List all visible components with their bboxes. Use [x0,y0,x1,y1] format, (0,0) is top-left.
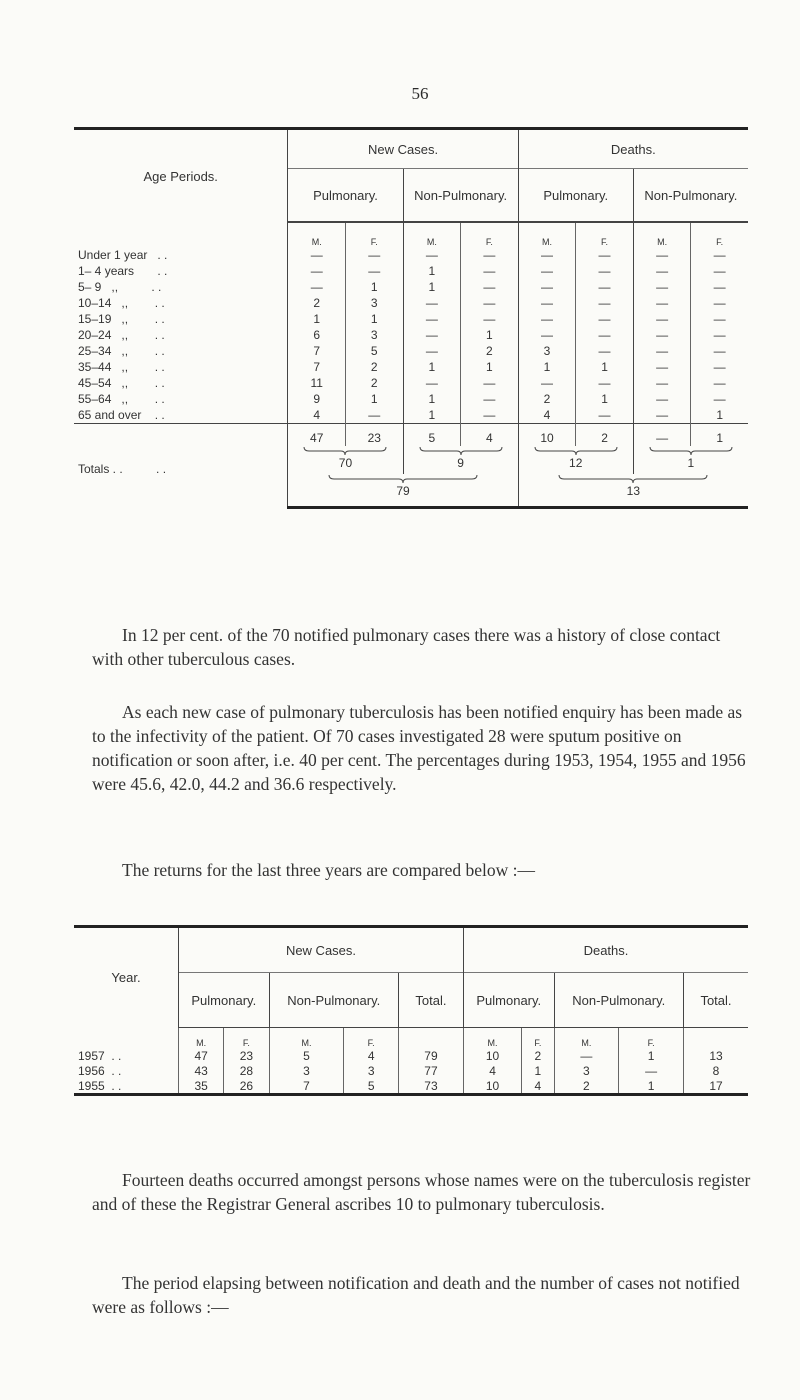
brace-icon [328,474,478,484]
age-periods-table [74,127,748,509]
table-cell: 17 [684,1078,749,1095]
table-cell: — [518,247,576,263]
yearly-comparison-table [74,925,748,1096]
group-total: 79 [396,484,410,498]
sex-column-header: M. [269,1028,344,1049]
table-cell: 9 [288,391,346,407]
table-cell: 1 [461,327,519,343]
paragraph-infectivity: As each new case of pulmonary tuberculosis has been notified enquiry has been made as to the infectivity of the patient. Of 70 cases investigated 28 were sputum positive on notification or soon after, i.e. 40 per cent. The percentages during 1953, 1954, 1955 and 1956 were 45.6, 42.0, 44.2 and 36.6 respectively. [92,701,746,794]
table-cell: — [288,263,346,279]
table-cell: — [576,375,633,391]
table-cell: — [633,359,691,375]
table-cell: 1 [345,279,403,295]
table-cell: — [554,1048,619,1063]
table-cell: 3 [269,1063,344,1078]
table-cell: — [633,375,691,391]
table-cell: — [403,375,461,391]
total-cell: 1 [691,424,748,447]
table-cell: 47 [179,1048,224,1063]
table-cell: — [461,263,519,279]
table-cell: 10 [463,1078,521,1095]
table-row [74,1048,748,1063]
table-cell: 1 [345,311,403,327]
table-cell: — [691,343,748,359]
age-period-label: 1– 4 years . . [78,264,168,278]
year-header: Year. [111,970,141,986]
table-cell: — [576,327,633,343]
table-cell: — [461,279,519,295]
table-cell: 3 [345,327,403,343]
table-cell: 4 [463,1063,521,1078]
brace-icon [649,446,733,456]
table-cell: — [345,247,403,263]
sex-column-header: M. [518,222,576,247]
age-period-label: 35–44 ,, . . [78,360,165,374]
table-cell: — [288,279,346,295]
table-cell: 1 [345,391,403,407]
table-row [74,359,748,375]
table-row [74,375,748,391]
table-cell: — [633,247,691,263]
table-cell: 28 [224,1063,269,1078]
total-cell: — [633,424,691,447]
table-cell: 2 [345,359,403,375]
age-period-label: 10–14 ,, . . [78,296,165,310]
table-row [74,327,748,343]
table-cell: — [288,247,346,263]
table-cell: — [691,375,748,391]
table-cell: 7 [269,1078,344,1095]
age-period-label: Under 1 year . . [78,248,168,262]
table-cell: — [633,343,691,359]
total-cell: 2 [576,424,633,447]
table-cell: — [461,247,519,263]
brace-icon [534,446,618,456]
t2-new-pulmonary-header: Pulmonary. [179,973,270,1028]
table-cell: 3 [518,343,576,359]
paragraph-contact-history: In 12 per cent. of the 70 notified pulmonary cases there was a history of close contact with other tuberculous cases. [92,624,721,669]
table-cell: 5 [269,1048,344,1063]
table-cell: 7 [288,343,346,359]
table-cell: 23 [224,1048,269,1063]
total-cell: 4 [461,424,519,447]
table-cell: 2 [518,391,576,407]
sex-column-header: M. [179,1028,224,1049]
new-non-pulmonary-header: Non-Pulmonary. [403,169,518,223]
new-cases-header: New Cases. [288,129,518,169]
table-cell: — [461,407,519,424]
sex-column-header: F. [461,222,519,247]
table-cell: — [576,295,633,311]
table-cell: 26 [224,1078,269,1095]
total-cell: 47 [288,424,346,447]
sex-column-header: F. [224,1028,269,1049]
t2-deaths-header: Deaths. [463,927,748,973]
table-cell: 1 [518,359,576,375]
table-row [74,1063,748,1078]
table-cell: — [518,311,576,327]
table-cell: — [518,263,576,279]
table-row [74,391,748,407]
table-cell: 43 [179,1063,224,1078]
year-label: 1955 . . [74,1078,179,1095]
table-cell: 77 [398,1063,463,1078]
t2-deaths-pulmonary-header: Pulmonary. [463,973,554,1028]
sex-column-header: M. [403,222,461,247]
table-cell: 2 [345,375,403,391]
t2-new-total-header: Total. [398,973,463,1028]
table-cell: 1 [576,359,633,375]
total-cell: 23 [345,424,403,447]
t2-new-non-pulmonary-header: Non-Pulmonary. [269,973,398,1028]
table-cell: — [461,295,519,311]
table-cell: — [633,391,691,407]
t2-deaths-non-pulmonary-header: Non-Pulmonary. [554,973,683,1028]
pair-total: 1 [687,456,695,470]
table-cell: 73 [398,1078,463,1095]
table-row [74,311,748,327]
table-cell: — [403,295,461,311]
age-period-label: 5– 9 ,, . . [78,280,162,294]
table-cell: 1 [522,1063,554,1078]
t2-deaths-total-header: Total. [684,973,749,1028]
table-cell: 8 [684,1063,749,1078]
table-cell: 3 [554,1063,619,1078]
table-cell: 2 [554,1078,619,1095]
year-label: 1956 . . [78,1063,122,1078]
table-cell: — [576,263,633,279]
table-cell: 4 [522,1078,554,1095]
sex-column-header: M. [288,222,346,247]
brace-icon [558,474,708,484]
total-cell: 10 [518,424,576,447]
table-cell: — [633,263,691,279]
table-cell: — [691,327,748,343]
table-cell: 3 [344,1063,399,1078]
table-cell: 1 [619,1078,684,1095]
deaths-pulmonary-header: Pulmonary. [518,169,633,223]
year-label: 1957 . . [78,1048,122,1063]
table-cell: — [461,311,519,327]
deaths-header: Deaths. [518,129,748,169]
age-period-label: 55–64 ,, . . [78,392,165,406]
table-cell: — [576,407,633,424]
table-cell: — [691,391,748,407]
sex-column-header: M. [554,1028,619,1049]
table-cell: 4 [518,407,576,424]
table-cell: 4 [288,407,346,424]
table-cell: — [691,311,748,327]
table-cell: — [518,279,576,295]
table-row [74,279,748,295]
age-period-label: 25–34 ,, . . [78,344,165,358]
table-cell: — [461,391,519,407]
table-cell: 13 [684,1048,749,1063]
table-cell: 3 [345,295,403,311]
sex-column-header: F. [691,222,748,247]
pair-total: 9 [457,456,464,470]
table-cell: 2 [461,343,519,359]
table-cell: — [691,295,748,311]
table-cell: 11 [288,375,346,391]
table-cell: 79 [398,1048,463,1063]
table-cell: — [345,263,403,279]
age-period-label: 65 and over . . [78,408,165,422]
total-cell: 5 [403,424,461,447]
table-row [74,1078,748,1095]
new-pulmonary-header: Pulmonary. [288,169,403,223]
table-cell: 1 [576,391,633,407]
table-cell: 1 [403,279,461,295]
table-cell: 1 [288,311,346,327]
table-cell: — [461,375,519,391]
table-cell: — [403,327,461,343]
page-number: 56 [411,84,429,103]
sex-column-header: F. [522,1028,554,1049]
table-cell: 2 [522,1048,554,1063]
table-cell: — [518,327,576,343]
paragraph-comparison-intro: The returns for the last three years are compared below :— [122,859,536,880]
t2-new-cases-header: New Cases. [179,927,464,973]
table-cell: 35 [179,1078,224,1095]
table-row [74,295,748,311]
table-cell: — [633,311,691,327]
table-cell: — [576,279,633,295]
table-row [74,247,748,263]
deaths-non-pulmonary-header: Non-Pulmonary. [633,169,748,223]
sex-column-header: M. [463,1028,521,1049]
age-period-label: 15–19 ,, . . [78,312,165,326]
totals-label: Totals . . . . [74,424,288,508]
table-cell: 7 [288,359,346,375]
table-cell: 1 [403,359,461,375]
table-cell: 6 [288,327,346,343]
table-row [74,407,748,424]
table-cell: 5 [345,343,403,359]
table-cell: — [403,343,461,359]
sex-column-header: F. [344,1028,399,1049]
table-cell: — [619,1063,684,1078]
table-cell: — [576,311,633,327]
table-cell: — [403,247,461,263]
table-cell: — [633,327,691,343]
table-row [74,343,748,359]
table-cell: 5 [344,1078,399,1095]
table-cell: — [633,279,691,295]
group-total: 13 [626,484,641,498]
table-cell: — [518,295,576,311]
table-cell: — [633,295,691,311]
table-cell: — [691,247,748,263]
table-cell: 1 [403,263,461,279]
sex-column-header: M. [633,222,691,247]
sex-column-header: F. [619,1028,684,1049]
table-cell: — [403,311,461,327]
table-cell: — [691,279,748,295]
pair-total: 12 [569,456,583,470]
table-cell: 1 [461,359,519,375]
age-period-label: 20–24 ,, . . [78,328,165,342]
table-cell: 10 [463,1048,521,1063]
table-cell: — [576,247,633,263]
table-cell: 4 [344,1048,399,1063]
table-cell: — [345,407,403,424]
pair-total: 70 [338,456,353,470]
table-cell: 1 [403,407,461,424]
brace-icon [419,446,503,456]
sex-column-header: F. [345,222,403,247]
table-cell: 2 [288,295,346,311]
table-cell: — [633,407,691,424]
brace-icon [303,446,387,456]
table-cell: — [691,263,748,279]
age-period-label: 45–54 ,, . . [78,376,165,390]
table-cell: — [576,343,633,359]
sex-column-header: F. [576,222,633,247]
table-cell: 1 [619,1048,684,1063]
table-cell: — [691,359,748,375]
paragraph-period-intro: The period elapsing between notification and death and the number of cases not notified were as follows :— [92,1272,740,1317]
paragraph-deaths-register: Fourteen deaths occurred amongst persons whose names were on the tuberculosis register and of these the Registrar General ascribes 10 to pulmonary tuberculosis. [92,1169,751,1214]
age-periods-header: Age Periods. [143,168,218,184]
table-cell: 1 [691,407,748,424]
table-cell: 1 [403,391,461,407]
table-cell: — [518,375,576,391]
table-row [74,263,748,279]
